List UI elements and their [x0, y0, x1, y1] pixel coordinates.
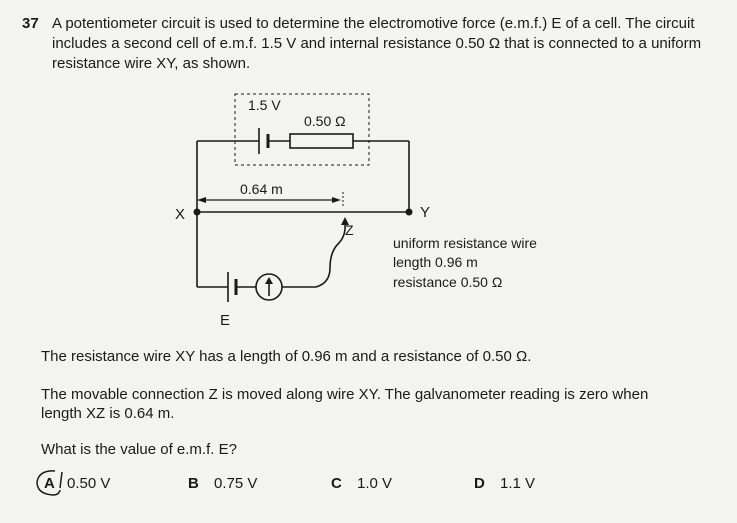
label-z: Z: [345, 222, 354, 238]
label-e: E: [220, 312, 231, 329]
internal-resistance-label: 0.50 Ω: [304, 113, 346, 129]
statement-1: The resistance wire XY has a length of 0.96 m and a resistance of 0.50 Ω.: [41, 348, 532, 365]
question-number: 37: [22, 15, 39, 32]
option-a-text[interactable]: 0.50 V: [67, 475, 111, 492]
option-c-letter[interactable]: C: [331, 475, 342, 492]
wire-desc-line-2: length 0.96 m: [393, 254, 478, 270]
wire-desc-line-3: resistance 0.50 Ω: [393, 274, 503, 290]
label-x: X: [175, 206, 186, 223]
intro-line-3: resistance wire XY, as shown.: [52, 55, 251, 72]
wire-desc-line-1: uniform resistance wire: [393, 235, 537, 251]
option-d-text[interactable]: 1.1 V: [500, 475, 536, 492]
statement-2-line-1: The movable connection Z is moved along wire XY. The galvanometer reading is zero when: [41, 386, 649, 403]
question-prompt: What is the value of e.m.f. E?: [41, 441, 237, 458]
option-b-letter[interactable]: B: [188, 475, 199, 492]
emf-label: 1.5 V: [248, 97, 281, 113]
intro-line-1: A potentiometer circuit is used to determine the electromotive force (e.m.f.) E of a cell. The circuit: [52, 15, 695, 32]
statement-2-line-2: length XZ is 0.64 m.: [41, 405, 175, 422]
option-b-text[interactable]: 0.75 V: [214, 475, 258, 492]
option-d-letter[interactable]: D: [474, 475, 485, 492]
option-a-letter[interactable]: A: [44, 475, 55, 492]
length-label: 0.64 m: [240, 181, 283, 197]
intro-line-2: includes a second cell of e.m.f. 1.5 V and internal resistance 0.50 Ω that is connected to a uniform: [52, 35, 702, 52]
option-c-text[interactable]: 1.0 V: [357, 475, 393, 492]
label-y: Y: [420, 204, 431, 221]
